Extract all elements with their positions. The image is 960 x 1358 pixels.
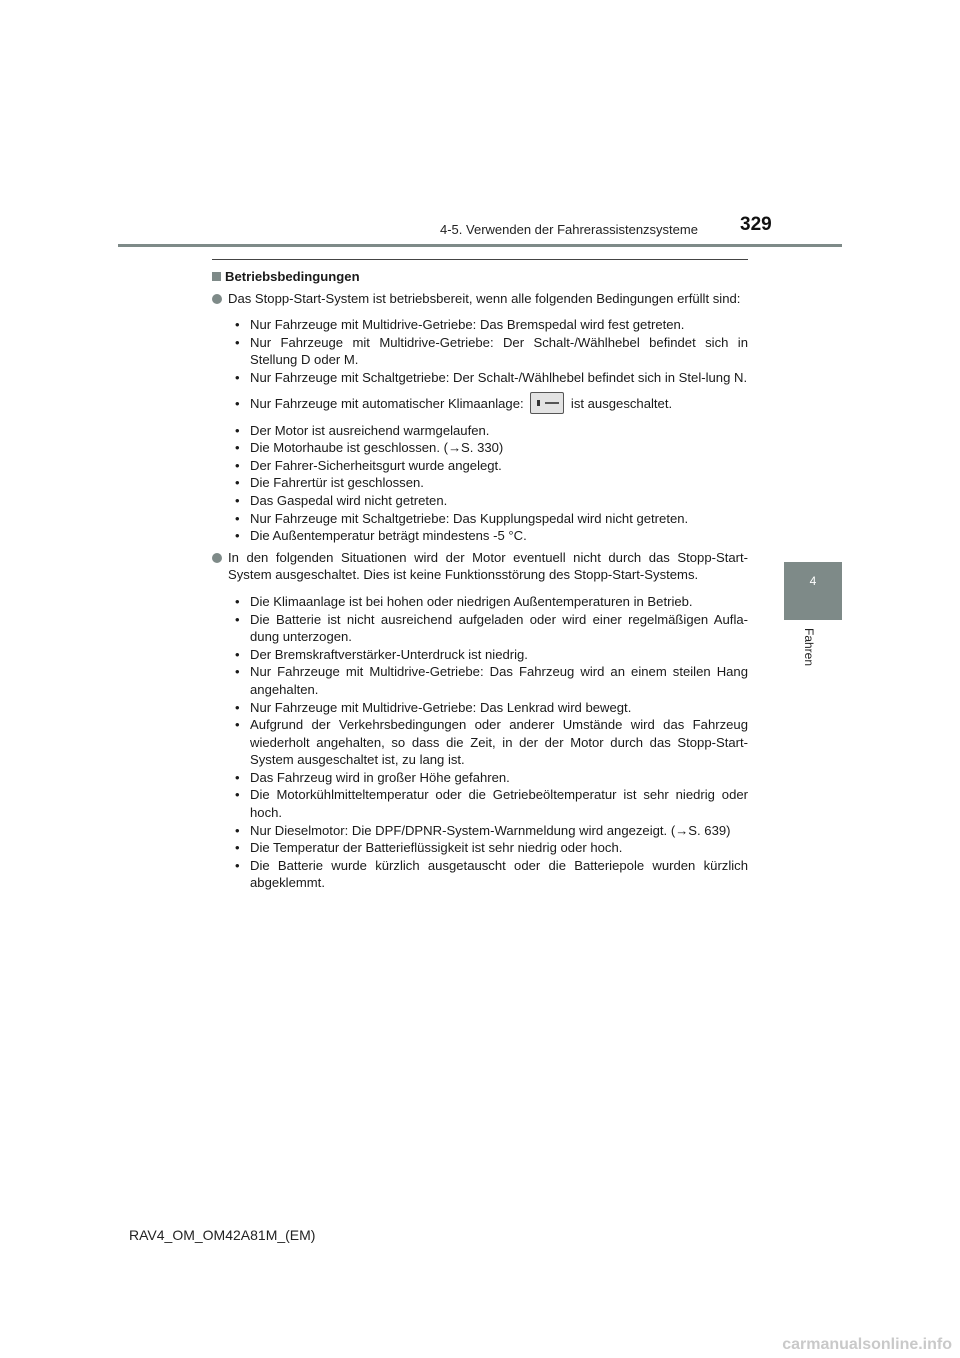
ac-item-before: Nur Fahrzeuge mit automatischer Klimaanlage:	[250, 395, 524, 411]
footer-document-code: RAV4_OM_OM42A81M_(EM)	[129, 1227, 316, 1243]
list-item: • Nur Fahrzeuge mit Multidrive-Getriebe: Der Schalt-/Wählhebel befindet sich in Stellung D oder M.	[228, 334, 748, 369]
list-item: • Nur Fahrzeuge mit Schaltgetriebe: Das Kupplungspedal wird nicht getreten.	[228, 510, 748, 528]
list-item: • Die Temperatur der Batterieflüssigkeit ist sehr niedrig oder hoch.	[228, 839, 748, 857]
list-item: • Die Motorhaube ist geschlossen. (→S. 330)	[228, 439, 748, 457]
list-item-ac	[228, 395, 748, 414]
list-item: • Die Fahrertür ist geschlossen.	[228, 474, 748, 492]
ac-eco-button-icon	[530, 392, 564, 414]
bullet-paragraph-2	[212, 549, 748, 584]
list-item: • Nur Fahrzeuge mit Multidrive-Getriebe: Das Bremspedal wird fest getreten.	[228, 316, 748, 334]
header-section-title: 4-5. Verwenden der Fahrerassistenzsysteme	[440, 222, 698, 237]
watermark: carmanualsonline.info	[782, 1336, 952, 1353]
chapter-tab-label: Fahren	[802, 628, 816, 667]
list-item: • Nur Dieselmotor: Die DPF/DPNR-System-Warnmeldung wird angezeigt. (→S. 639)	[228, 822, 748, 840]
bullet-paragraph-1	[212, 290, 748, 308]
chapter-tab-number: 4	[809, 574, 817, 588]
list-item: • Das Fahrzeug wird in großer Höhe gefahren.	[228, 769, 748, 787]
content	[212, 268, 748, 896]
list-item: • Die Batterie ist nicht ausreichend aufgeladen oder wird einer regelmäßigen Aufla-dung unterzogen.	[228, 611, 748, 646]
content-rule	[212, 259, 748, 260]
list-item: • Die Batterie wurde kürzlich ausgetauscht oder die Batteriepole wurden kürzlich abgeklemmt.	[228, 857, 748, 892]
list-item: • Nur Fahrzeuge mit Multidrive-Getriebe: Das Fahrzeug wird an einem steilen Hang angehalten.	[228, 663, 748, 698]
bullet-paragraph-1-text: Das Stopp-Start-System ist betriebsbereit, wenn alle folgenden Bedingungen erfüllt sind:	[228, 290, 741, 306]
section-heading	[212, 268, 748, 286]
list-item: • Die Motorkühlmitteltemperatur oder die Getriebeöltemperatur ist sehr niedrig oder hoch.	[228, 786, 748, 821]
list-item: • Die Außentemperatur beträgt mindestens -5 °C.	[228, 527, 748, 545]
list-item: • Nur Fahrzeuge mit Multidrive-Getriebe: Das Lenkrad wird bewegt.	[228, 699, 748, 717]
page-number: 329	[740, 214, 772, 235]
list-item: • Der Bremskraftverstärker-Unterdruck ist niedrig.	[228, 646, 748, 664]
header-rule	[118, 244, 842, 247]
list-item: • Aufgrund der Verkehrsbedingungen oder anderer Umstände wird das Fahrzeug wiederholt angehalten, so dass die Zeit, in der der Motor durch das Stopp-Start-System ausgeschaltet ist, zu lang ist.	[228, 716, 748, 769]
list-item: • Der Fahrer-Sicherheitsgurt wurde angelegt.	[228, 457, 748, 475]
circle-bullet-icon	[212, 553, 222, 563]
list-item: • Nur Fahrzeuge mit Schaltgetriebe: Der Schalt-/Wählhebel befindet sich in Stel-lung N.	[228, 369, 748, 387]
list-item: • Der Motor ist ausreichend warmgelaufen.	[228, 422, 748, 440]
situations-list	[212, 593, 748, 892]
chapter-tab	[784, 562, 842, 620]
section-heading-text: Betriebsbedingungen	[225, 269, 360, 284]
bullet-paragraph-2-text: In den folgenden Situationen wird der Motor eventuell nicht durch das Stopp-Start-System ausgeschaltet. Dies ist keine Funktionsstörung des Stopp-Start-Systems.	[228, 549, 748, 583]
square-bullet-icon	[212, 272, 221, 281]
conditions-list-a	[212, 316, 748, 545]
list-item: • Die Klimaanlage ist bei hohen oder niedrigen Außentemperaturen in Betrieb.	[228, 593, 748, 611]
list-item: • Das Gaspedal wird nicht getreten.	[228, 492, 748, 510]
circle-bullet-icon	[212, 294, 222, 304]
ac-item-after: ist ausgeschaltet.	[570, 395, 673, 411]
